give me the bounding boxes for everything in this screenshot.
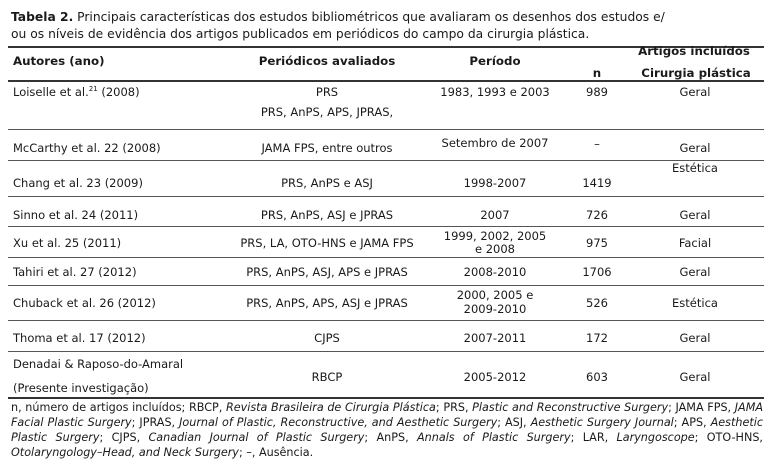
row-divider	[8, 129, 764, 130]
row-7-author: Chuback et al. 26 (2012)	[13, 296, 156, 310]
row-8-author: Thoma et al. 17 (2012)	[13, 331, 146, 345]
row-8-scope: Geral	[679, 331, 711, 345]
row-4-scope: Geral	[679, 208, 711, 222]
row-1-journals: PRS	[315, 85, 339, 99]
row-2-journals: JAMA FPS, entre outros	[261, 141, 393, 155]
row-6-n: 1706	[582, 265, 612, 279]
row-8-journals: CJPS	[314, 331, 340, 345]
row-3-scope: Estética	[672, 161, 718, 175]
row-3-n: 1419	[582, 176, 612, 190]
row-1-n: 989	[586, 85, 608, 99]
header-rule	[8, 80, 764, 82]
row-2-n: –	[594, 137, 600, 151]
row-9-n: 603	[586, 370, 608, 384]
row-4-author: Sinno et al. 24 (2011)	[13, 208, 139, 222]
row-1-scope: Geral	[679, 85, 711, 99]
row-5-period-2: e 2008	[475, 242, 515, 256]
row-1-period: 1983, 1993 e 2003	[440, 85, 550, 99]
bottom-rule	[8, 397, 764, 399]
header-n: n	[592, 66, 602, 80]
row-7-period-2: 2009-2010	[463, 302, 527, 316]
row-8-period: 2007-2011	[463, 331, 527, 345]
row-1-journals-2: PRS, AnPS, APS, JPRAS,	[260, 105, 394, 119]
header-period: Período	[469, 54, 521, 68]
header-articles-1: Artigos incluídos	[638, 44, 750, 58]
row-4-journals: PRS, AnPS, ASJ e JPRAS	[260, 208, 394, 222]
row-9-author: Denadai & Raposo-do-Amaral	[13, 357, 184, 371]
row-5-author: Xu et al. 25 (2011)	[13, 236, 122, 250]
row-9-period: 2005-2012	[463, 370, 527, 384]
row-7-n: 526	[586, 296, 608, 310]
row-7-period: 2000, 2005 e	[456, 288, 534, 302]
row-8-n: 172	[586, 331, 608, 345]
header-articles-2: Cirurgia plástica	[641, 66, 751, 80]
row-1-author: Loiselle et al.$^{21}$ (2008)	[13, 85, 140, 99]
row-divider	[8, 196, 764, 197]
caption-label: Tabela 2.	[11, 10, 74, 24]
row-7-scope: Estética	[672, 296, 718, 310]
row-6-period: 2008-2010	[463, 265, 527, 279]
row-1-ref: 21	[88, 85, 98, 94]
row-7-journals: PRS, AnPS, APS, ASJ e JPRAS	[246, 296, 408, 310]
row-4-period: 2007	[480, 208, 510, 222]
header-journals: Periódicos avaliados	[258, 54, 396, 68]
table-caption	[11, 9, 761, 43]
table-footnote: n, número de artigos incluídos; RBCP, Revista Brasileira de Cirurgia Plástica; PRS, Plastic and Reconstructive Surgery; JAMA FPS, JAMA Facial Plastic Surgery; JPRAS, Journal of Plastic, Reconstructive, and Aesthetic Surgery; ASJ, Aesthetic Surgery Journal; APS, Aesthetic Plastic Surgery; CJPS, Canadian Journal of Plastic Surgery; AnPS, Annals of Plastic Surgery; LAR, Laryngoscope; OTO-HNS, Otolaryngology–Head, and Neck Surgery; –, Ausência.	[11, 401, 764, 459]
caption-line-1	[11, 9, 761, 26]
row-divider	[8, 351, 764, 352]
row-9-scope: Geral	[679, 370, 711, 384]
row-6-author: Tahiri et al. 27 (2012)	[13, 265, 137, 279]
header-authors: Autores (ano)	[13, 54, 105, 68]
caption-line-2: ou os níveis de evidência dos artigos publicados em periódicos do campo da cirurgia plástica.	[11, 27, 590, 41]
row-9-journals: RBCP	[311, 370, 343, 384]
caption-text-1: Principais características dos estudos bibliométricos que avaliaram os desenhos dos estudos e/	[73, 10, 665, 24]
row-5-journals: PRS, LA, OTO-HNS e JAMA FPS	[240, 236, 414, 250]
row-3-journals: PRS, AnPS e ASJ	[281, 176, 373, 190]
row-5-scope: Facial	[678, 236, 712, 250]
row-6-scope: Geral	[679, 265, 711, 279]
row-5-n: 975	[586, 236, 608, 250]
row-divider	[8, 160, 764, 161]
row-6-journals: PRS, AnPS, ASJ, APS e JPRAS	[246, 265, 408, 279]
row-divider	[8, 226, 764, 227]
row-2-author: McCarthy et al. 22 (2008)	[13, 141, 161, 155]
row-divider	[8, 257, 764, 258]
row-9-author-2: (Presente investigação)	[13, 381, 149, 395]
row-divider	[8, 285, 764, 286]
row-3-author: Chang et al. 23 (2009)	[13, 176, 143, 190]
row-divider	[8, 320, 764, 321]
row-3-period: 1998-2007	[463, 176, 527, 190]
row-5-period: 1999, 2002, 2005	[443, 229, 547, 243]
row-4-n: 726	[586, 208, 608, 222]
row-2-period: Setembro de 2007	[441, 136, 549, 150]
row-2-scope: Geral	[679, 141, 711, 155]
